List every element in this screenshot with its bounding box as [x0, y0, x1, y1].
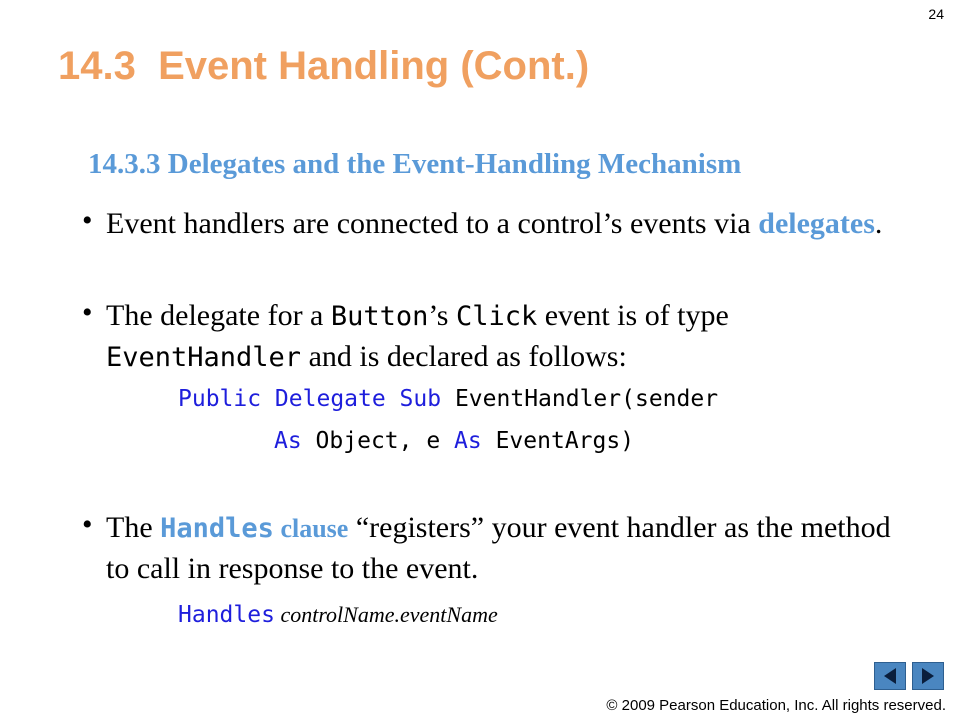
bullet2-text-4: and is declared as follows:: [301, 340, 627, 373]
code-line-1: [178, 386, 718, 412]
handles-example: [178, 602, 498, 628]
code-keyword: As: [274, 428, 302, 454]
bullet2-text-1: The delegate for a: [106, 299, 331, 332]
code-click: Click: [455, 301, 538, 332]
clause-term: clause: [273, 514, 349, 543]
code-eventhandler: EventHandler: [106, 342, 302, 373]
bullet1-period: .: [874, 207, 883, 240]
page-number: 24: [928, 6, 944, 22]
code-keyword: Handles: [178, 602, 275, 628]
code-text: EventArgs): [481, 428, 635, 454]
copyright-notice: © 2009 Pearson Education, Inc. All rights reserved.: [606, 697, 946, 714]
bullet-marker: •: [82, 508, 93, 541]
code-text: Object, e: [301, 428, 455, 454]
bullet1-text: Event handlers are connected to a control’s events via: [106, 207, 759, 240]
prev-arrow-icon: [882, 667, 898, 685]
bullet-marker: •: [82, 204, 93, 237]
code-line-2: [274, 428, 634, 454]
next-arrow-icon: [920, 667, 936, 685]
bullet-marker: •: [82, 296, 93, 329]
code-text: EventHandler(sender: [441, 386, 719, 412]
slide-title: 14.3 Event Handling (Cont.): [58, 44, 590, 88]
delegates-term: delegates: [758, 207, 875, 240]
bullet3-text-2: “registers” your event handler as the method to call in response to the event.: [106, 511, 891, 585]
handles-syntax: controlName.eventName: [274, 602, 498, 627]
bullet2-text-2: ’s: [428, 299, 456, 332]
next-slide-button[interactable]: [912, 662, 944, 690]
bullet-handles: [106, 508, 906, 589]
bullet-eventhandler: [106, 296, 906, 378]
bullet3-text-1: The: [106, 511, 161, 544]
code-keyword: As: [454, 428, 482, 454]
section-subheading: 14.3.3 Delegates and the Event-Handling Mechanism: [88, 148, 742, 180]
bullet-delegates: [106, 204, 906, 244]
code-handles: Handles: [160, 513, 274, 544]
code-keyword: Public Delegate Sub: [178, 386, 442, 412]
bullet2-text-3: event is of type: [537, 299, 729, 332]
previous-slide-button[interactable]: [874, 662, 906, 690]
code-button: Button: [330, 301, 429, 332]
